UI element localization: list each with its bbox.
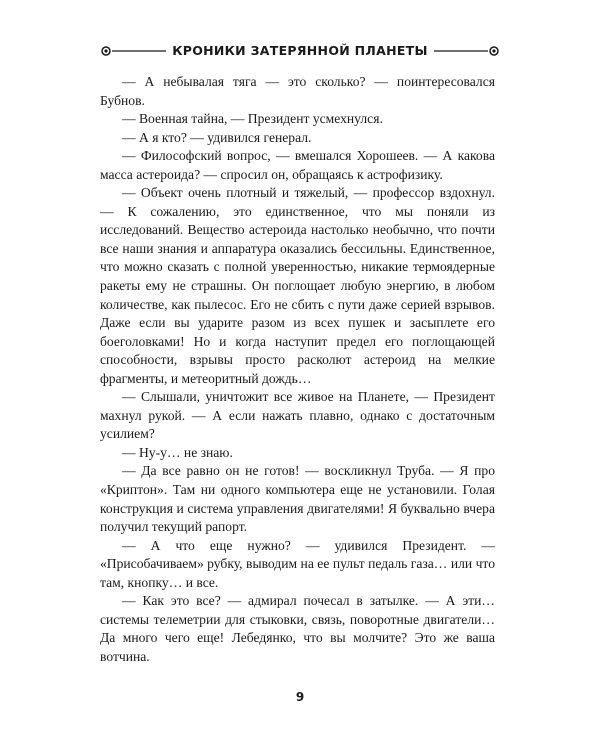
paragraph: — Объект очень плотный и тяжелый, — профессор вздохнул. — К сожалению, это единственное, что мы поняли из исследований. Вещество астероида настолько необычно, что почти все наши знания и аппаратура оказались бессильны. Единственное, что можно сказать с полной уверенностью, никакие термоядерные ракеты ему не страшны. Он поглощает любую энергию, в любом количестве, как пылесос. Его не сбить с пути даже серией взрывов. Даже если вы ударите разом из всех пушек и засыплете его боеголовками! Но и когда наступит предел его поглощающей способности, взрывы просто расколют астероид на мелкие фрагменты, и метеоритный дождь… (100, 185, 495, 386)
page-number: 9 (295, 690, 305, 704)
paragraph: — А что еще нужно? — удивился Президент. — «Присобачиваем» рубку, выводим на ее пульт педаль газа… или что там, кнопку… и все. (100, 537, 495, 590)
paragraph: — Философский вопрос, — вмешался Хорошеев. — А какова масса астероида? — спросил он, обращаясь к астрофизику. (100, 148, 495, 182)
paragraph: — Как это все? — адмирал почесал в затылке. — А эти… системы телеметрии для стыковки, связь, поворотные двигатели… Да много чего еще! Лебедянко, что вы молчите? Это же ваша вотчина. (100, 593, 495, 664)
header-title (100, 43, 500, 58)
paragraph: — А я кто? — удивился генерал. (122, 129, 312, 145)
running-header (100, 38, 500, 64)
header-title-text: КРОНИКИ ЗАТЕРЯННОЙ ПЛАНЕТЫ (166, 43, 434, 58)
paragraph: — Военная тайна, — Президент усмехнулся. (122, 111, 383, 127)
paragraph: — А небывалая тяга — это сколько? — поинтересовался Бубнов. (100, 74, 495, 108)
body-text (100, 73, 495, 667)
paragraph: — Да все равно он не готов! — воскликнул Труба. — Я про «Криптон». Там ни одного компьютера еще не установили. Голая конструкция и система управления двигателями! Я буквально вчера получил текущий рапорт. (100, 463, 495, 535)
paragraph: — Ну-у… не знаю. (122, 444, 233, 460)
paragraph: — Слышали, уничтожит все живое на Планете, — Президент махнул рукой. — А если нажать плавно, однако с достаточным усилием? (100, 389, 495, 442)
